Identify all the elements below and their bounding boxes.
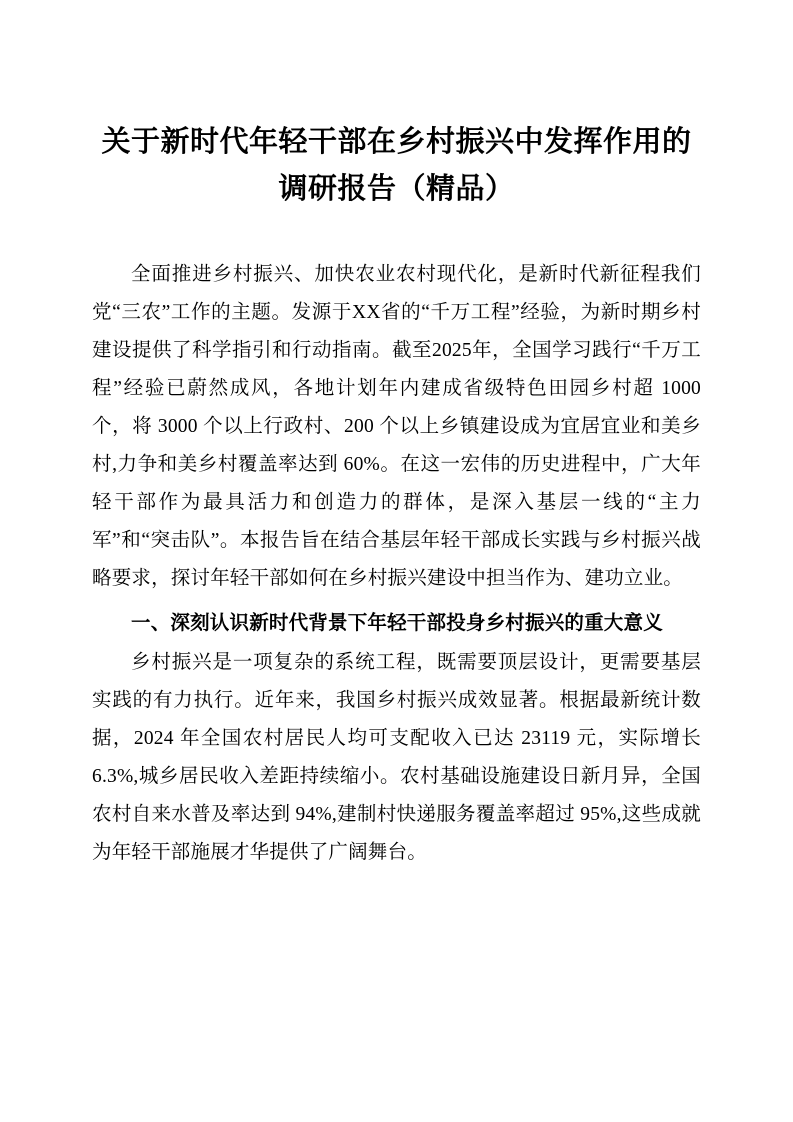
paragraph-intro: 全面推进乡村振兴、加快农业农村现代化，是新时代新征程我们党“三农”工作的主题。发源于XX省的“千万工程”经验，为新时期乡村建设提供了科学指引和行动指南。截至2025年，全国学习践行“千万工程”经验已蔚然成风，各地计划年内建成省级特色田园乡村超 1000 个，将 3000 个以上行政村、200 个以上乡镇建设成为宜居宜业和美乡村,力争和美乡村覆盖率达到 60%。在这一宏伟的历史进程中，广大年轻干部作为最具活力和创造力的群体，是深入基层一线的“主力军”和“突击队”。本报告旨在结合基层年轻干部成长实践与乡村振兴战略要求，探讨年轻干部如何在乡村振兴建设中担当作为、建功立业。 (92, 264, 701, 589)
paragraph-section-1-body: 乡村振兴是一项复杂的系统工程，既需要顶层设计，更需要基层实践的有力执行。近年来，我国乡村振兴成效显著。根据最新统计数据，2024 年全国农村居民人均可支配收入已达 23119 元，实际增长 6.3%,城乡居民收入差距持续缩小。农村基础设施建设日新月异，全国农村自来水普及率达到 94%,建制村快递服务覆盖率超过 95%,这些成就为年轻干部施展才华提供了广阔舞台。 (92, 652, 701, 863)
page-title: 关于新时代年轻干部在乡村振兴中发挥作用的调研报告（精品） (101, 124, 692, 205)
section-heading-1: 一、深刻认识新时代背景下年轻干部投身乡村振兴的重大意义 (131, 611, 663, 634)
